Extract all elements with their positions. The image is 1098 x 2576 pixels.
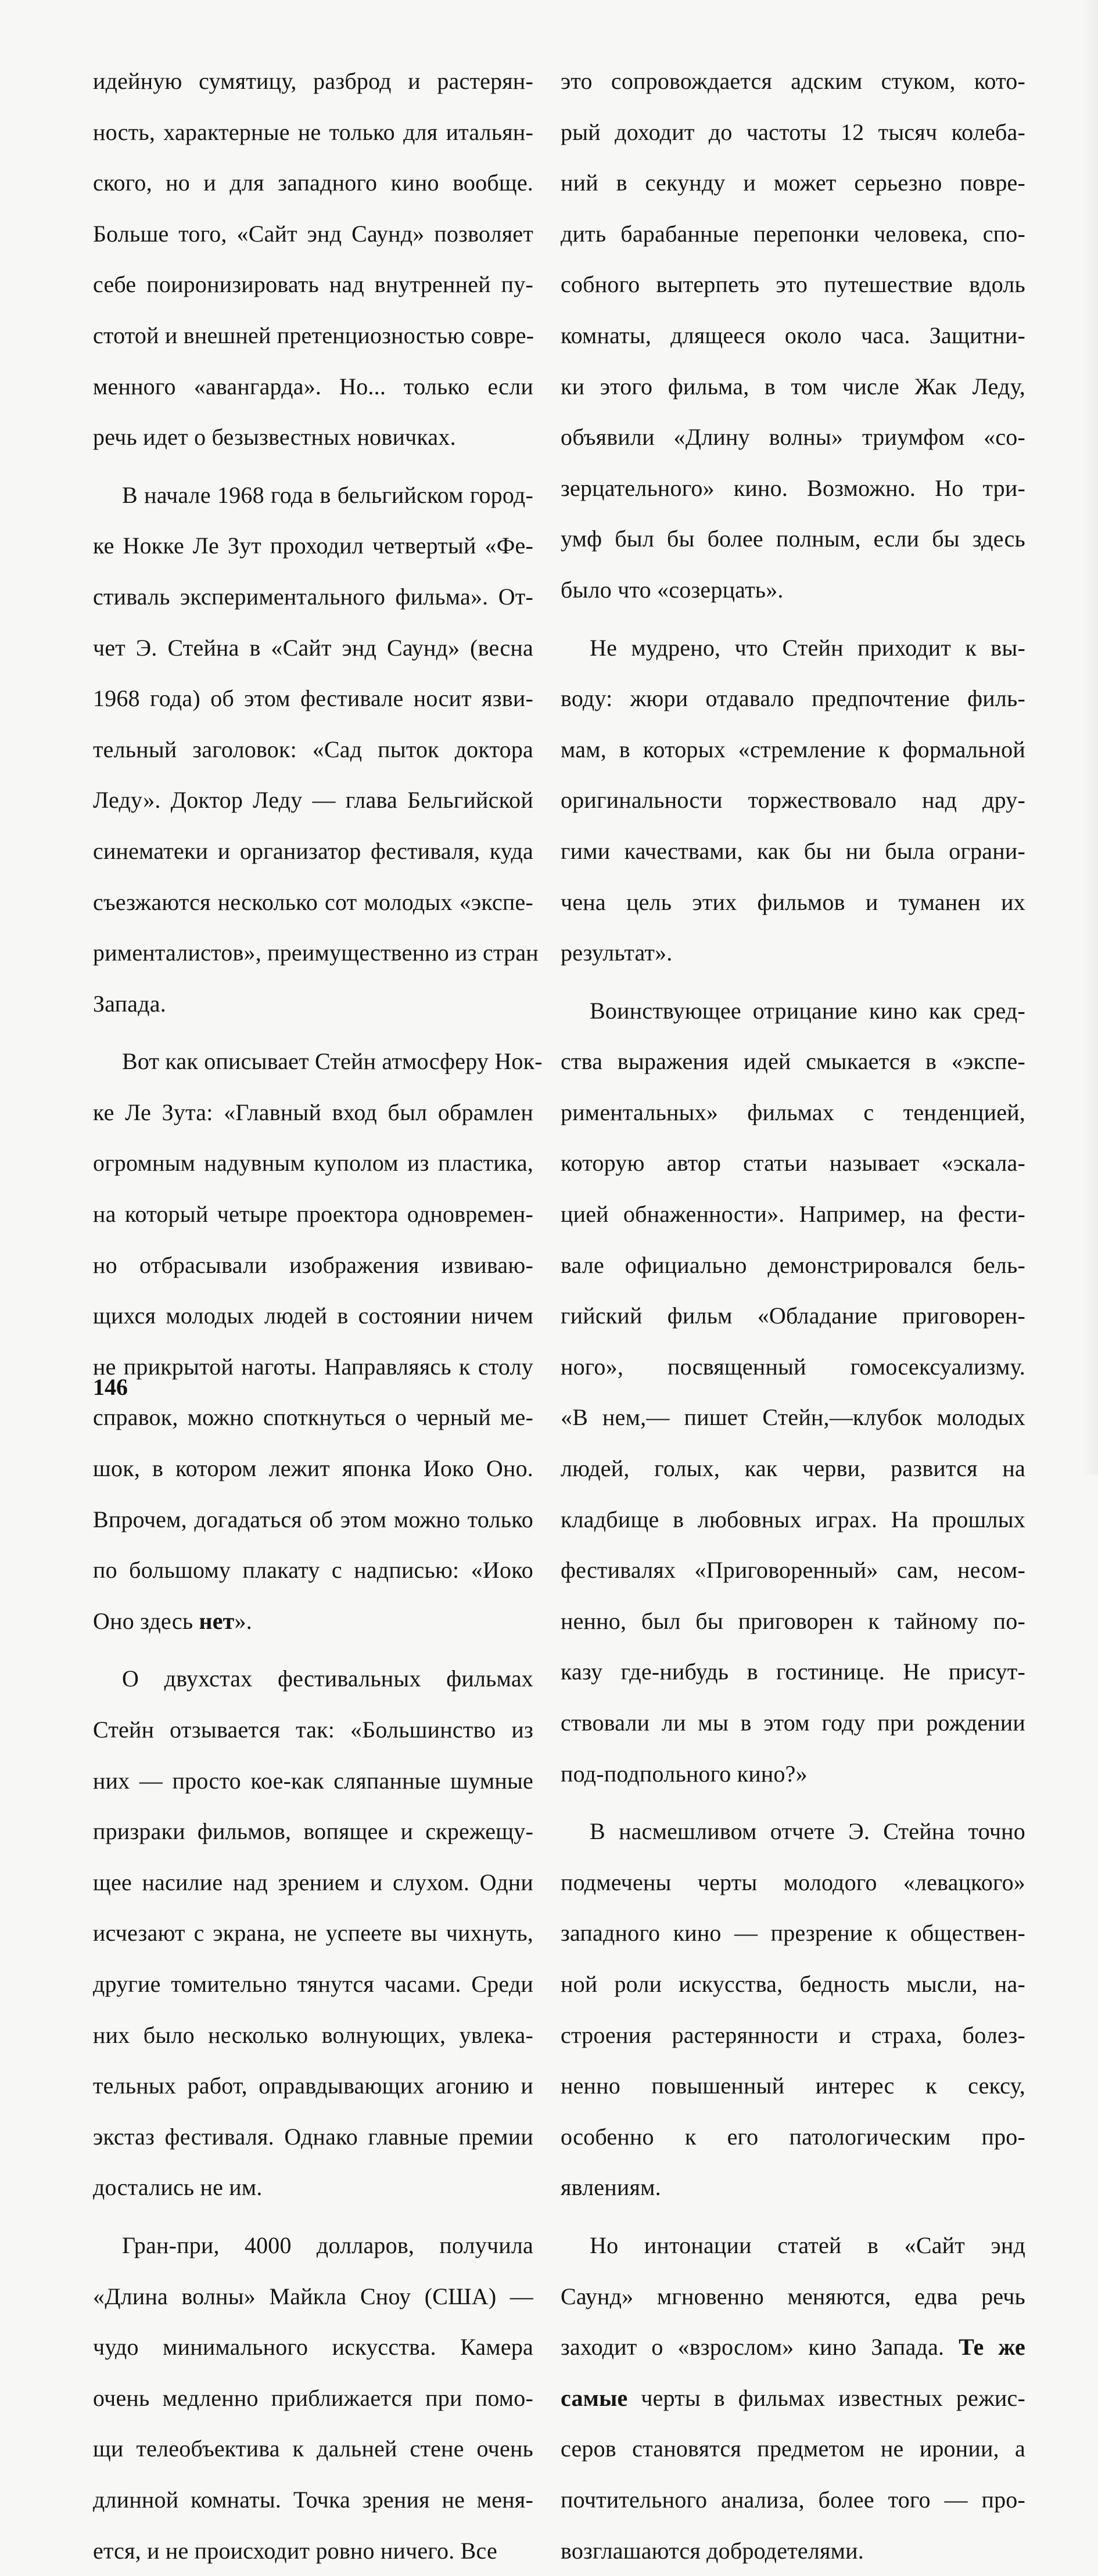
- text-line: идейную сумятицу, разброд и растерян-: [93, 56, 533, 107]
- paragraph: [561, 56, 1025, 616]
- text-line: казу где-нибудь в гостинице. Не присут-: [561, 1646, 1025, 1697]
- text-line: вале официально демонстрировался бель-: [561, 1240, 1025, 1291]
- text-line: Больше того, «Сайт энд Саунд» позволяет: [93, 208, 533, 260]
- text-line: мам, в которых «стремление к формальной: [561, 724, 1025, 775]
- text-line: экстаз фестиваля. Однако главные премии: [93, 2111, 533, 2163]
- paragraph: [93, 1653, 533, 2213]
- paragraph: [93, 1036, 533, 1646]
- text-line: ность, характерные не только для итальян-: [93, 107, 533, 158]
- text-line: очень медленно приближается при помо-: [93, 2373, 533, 2424]
- page-edge-shadow: [1081, 0, 1098, 1474]
- text-line: риментальных» фильмах с тенденцией,: [561, 1087, 1025, 1138]
- text-column-right: [561, 56, 1025, 2576]
- text-line: оригинальности торжествовало над дру-: [561, 775, 1025, 826]
- text-line: почтительного анализа, более того — про-: [561, 2474, 1025, 2525]
- text-line: фестивалях «Приговоренный» сам, несом-: [561, 1545, 1025, 1596]
- text-line: по большому плакату с надписью: «Иоко: [93, 1545, 533, 1596]
- text-line: ненно, был бы приговорен к тайному по-: [561, 1596, 1025, 1647]
- text-line: рименталистов», преимущественно из стран: [93, 927, 533, 978]
- paragraph: [93, 2220, 533, 2576]
- text-line: которую автор статьи называет «эскала-: [561, 1138, 1025, 1189]
- text-line: чудо минимального искусства. Камера: [93, 2322, 533, 2373]
- text-line: ского, но и для западного кино вообще.: [93, 157, 533, 208]
- bold-emphasis: нет: [199, 1608, 234, 1634]
- text-line: ного», посвященный гомосексуализму.: [561, 1341, 1025, 1393]
- page-number: 146: [93, 1373, 128, 1401]
- text-line: объявили «Длину волны» триумфом «со-: [561, 412, 1025, 463]
- text-line: гийский фильм «Обладание приговорен-: [561, 1290, 1025, 1341]
- text-line: стиваль экспериментального фильма». От-: [93, 571, 533, 623]
- text-line: Впрочем, догадаться об этом можно только: [93, 1494, 533, 1545]
- text-line: ке Ле Зута: «Главный вход был обрамлен: [93, 1087, 533, 1138]
- text-column-left: [93, 56, 533, 2576]
- text-line: тельных работ, оправдывающих агонию и: [93, 2060, 533, 2111]
- text-line: дить барабанные перепонки человека, спо-: [561, 208, 1025, 260]
- text-line: возглашаются добродетелями.: [561, 2525, 1025, 2576]
- text-line: было что «созерцать».: [561, 564, 1025, 616]
- text-line: себе поиронизировать над внутренней пу-: [93, 259, 533, 310]
- text-line: щихся молодых людей в состоянии ничем: [93, 1290, 533, 1341]
- text-line: «Длина волны» Майкла Сноу (США) —: [93, 2271, 533, 2322]
- text-line: них — просто кое-как сляпанные шумные: [93, 1755, 533, 1807]
- text-line: подмечены черты молодого «левацкого»: [561, 1857, 1025, 1908]
- text-line: серов становятся предметом не иронии, а: [561, 2423, 1025, 2474]
- paragraph: [561, 985, 1025, 1800]
- text-line: Воинствующее отрицание кино как сред-: [561, 985, 1025, 1037]
- text-line: щее насилие над зрением и слухом. Одни: [93, 1857, 533, 1908]
- text-line: ки этого фильма, в том числе Жак Леду,: [561, 361, 1025, 412]
- text-line: гими качествами, как бы ни была ограни-: [561, 826, 1025, 877]
- text-line: Гран-при, 4000 долларов, получила: [93, 2220, 533, 2271]
- text-line: чет Э. Стейна в «Сайт энд Саунд» (весна: [93, 623, 533, 674]
- text-line: ствовали ли мы в этом году при рождении: [561, 1697, 1025, 1748]
- text-line: речь идет о безызвестных новичках.: [93, 412, 533, 463]
- paragraph: [93, 56, 533, 463]
- text-line: самые черты в фильмах известных режис-: [561, 2373, 1025, 2424]
- text-line: другие томительно тянутся часами. Среди: [93, 1959, 533, 2010]
- text-line: синематеки и организатор фестиваля, куда: [93, 826, 533, 877]
- text-line: тельный заголовок: «Сад пыток доктора: [93, 724, 533, 775]
- paragraph: [561, 2220, 1025, 2576]
- text-line: особенно к его патологическим про-: [561, 2111, 1025, 2163]
- text-line: достались не им.: [93, 2162, 533, 2213]
- text-line: Не мудрено, что Стейн приходит к вы-: [561, 623, 1025, 674]
- text-line: ке Нокке Ле Зут проходил четвертый «Фе-: [93, 520, 533, 571]
- text-line: не прикрытой наготы. Направляясь к столу: [93, 1341, 533, 1393]
- text-line: съезжаются несколько сот молодых «экспе-: [93, 877, 533, 928]
- text-line: щи телеобъектива к дальней стене очень: [93, 2423, 533, 2474]
- text-line: умф был бы более полным, если бы здесь: [561, 513, 1025, 564]
- text-line: западного кино — презрение к обществен-: [561, 1908, 1025, 1959]
- text-line: ний в секунду и может серьезно повре-: [561, 157, 1025, 208]
- text-line: ненно повышенный интерес к сексу,: [561, 2060, 1025, 2111]
- text-line: длинной комнаты. Точка зрения не меня-: [93, 2474, 533, 2525]
- text-line: зерцательного» кино. Возможно. Но три-: [561, 463, 1025, 514]
- text-line: Леду». Доктор Леду — глава Бельгийской: [93, 775, 533, 826]
- text-line: Но интонации статей в «Сайт энд: [561, 2220, 1025, 2271]
- text-line: «В нем,— пишет Стейн,—клубок молодых: [561, 1392, 1025, 1443]
- text-line: кладбище в любовных играх. На прошлых: [561, 1494, 1025, 1545]
- text-line: Оно здесь нет».: [93, 1596, 533, 1647]
- text-line: О двухстах фестивальных фильмах: [93, 1653, 533, 1704]
- text-line: цией обнаженности». Например, на фести-: [561, 1189, 1025, 1240]
- text-line: В начале 1968 года в бельгийском город-: [93, 470, 533, 521]
- text-line: 1968 года) об этом фестивале носит язви-: [93, 673, 533, 724]
- text-line: огромным надувным куполом из пластика,: [93, 1138, 533, 1189]
- text-line: справок, можно споткнуться о черный ме-: [93, 1392, 533, 1443]
- text-line: Вот как описывает Стейн атмосферу Нок-: [93, 1036, 533, 1087]
- text-line: исчезают с экрана, не успеете вы чихнуть,: [93, 1908, 533, 1959]
- bold-emphasis: Те же: [959, 2334, 1025, 2360]
- text-line: В насмешливом отчете Э. Стейна точно: [561, 1806, 1025, 1857]
- text-line: ется, и не происходит ровно ничего. Все: [93, 2525, 533, 2576]
- text-line: менного «авангарда». Но... только если: [93, 361, 533, 412]
- text-line: чена цель этих фильмов и туманен их: [561, 877, 1025, 928]
- text-line: шок, в котором лежит японка Иоко Оно.: [93, 1443, 533, 1494]
- text-line: на который четыре проектора одновремен-: [93, 1189, 533, 1240]
- text-line: них было несколько волнующих, увлека-: [93, 2010, 533, 2061]
- text-line: Запада.: [93, 978, 533, 1030]
- text-line: явлениям.: [561, 2162, 1025, 2213]
- text-line: собного вытерпеть это путешествие вдоль: [561, 259, 1025, 310]
- text-line: стотой и внешней претенциозностью совре-: [93, 310, 533, 361]
- text-line: людей, голых, как черви, развится на: [561, 1443, 1025, 1494]
- text-line: рый доходит до частоты 12 тысяч колеба-: [561, 107, 1025, 158]
- text-line: комнаты, длящееся около часа. Защитни-: [561, 310, 1025, 361]
- text-line: заходит о «взрослом» кино Запада. Те же: [561, 2322, 1025, 2373]
- text-line: призраки фильмов, вопящее и скрежещу-: [93, 1806, 533, 1857]
- text-line: но отбрасывали изображения извиваю-: [93, 1240, 533, 1291]
- text-line: это сопровождается адским стуком, кото-: [561, 56, 1025, 107]
- text-line: воду: жюри отдавало предпочтение филь-: [561, 673, 1025, 724]
- bold-emphasis: самые: [561, 2385, 627, 2411]
- text-line: ства выражения идей смыкается в «экспе-: [561, 1036, 1025, 1087]
- paragraph: [561, 623, 1025, 978]
- text-line: Стейн отзывается так: «Большинство из: [93, 1704, 533, 1755]
- paragraph: [561, 1806, 1025, 2213]
- text-line: под-подпольного кино?»: [561, 1748, 1025, 1800]
- text-line: строения растерянности и страха, болез-: [561, 2010, 1025, 2061]
- text-line: Саунд» мгновенно меняются, едва речь: [561, 2271, 1025, 2322]
- text-line: ной роли искусства, бедность мысли, на-: [561, 1959, 1025, 2010]
- text-line: результат».: [561, 927, 1025, 978]
- paragraph: [93, 470, 533, 1030]
